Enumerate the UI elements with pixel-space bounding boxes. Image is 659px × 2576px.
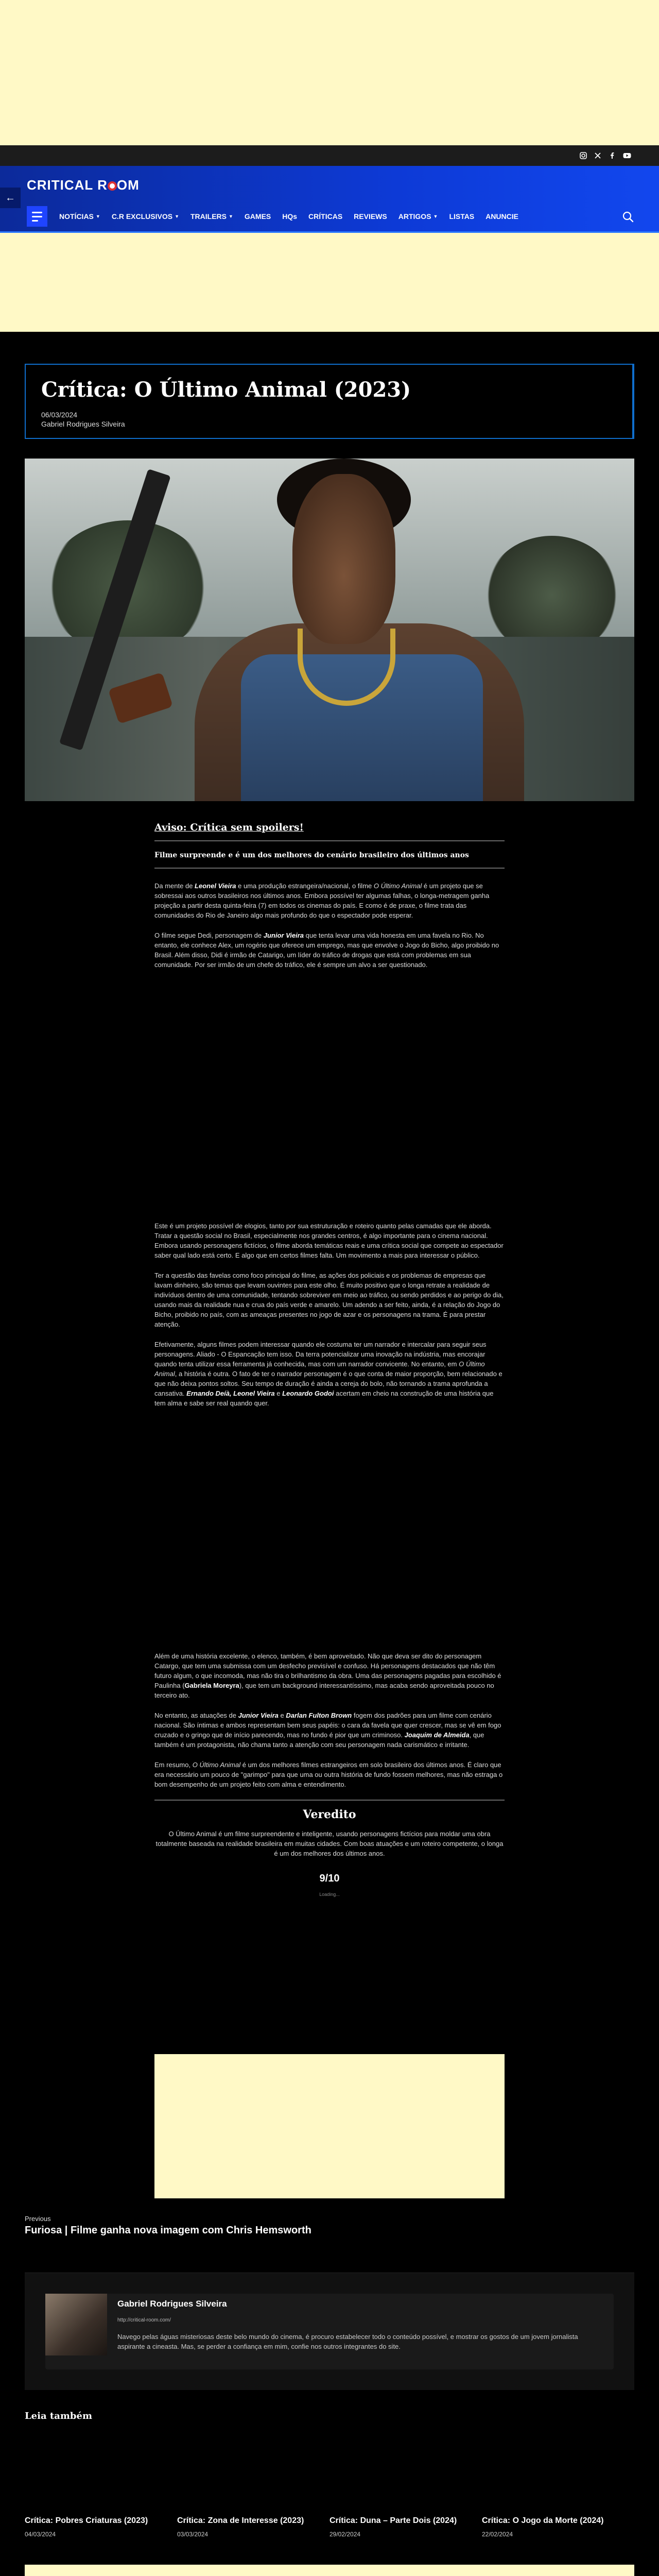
back-arrow-icon[interactable]: ← [0,188,21,208]
chevron-down-icon: ▼ [433,214,438,219]
verdict-section [154,1800,505,1900]
chevron-down-icon: ▼ [175,214,179,219]
author-box [25,2273,634,2390]
in-article-ad-banner[interactable] [154,2054,505,2198]
previous-title[interactable]: Furiosa | Filme ganha nova imagem com Chris Hemsworth [25,2225,311,2236]
youtube-icon[interactable] [623,152,630,159]
avatar[interactable] [45,2294,107,2355]
main-nav [27,206,524,227]
header-ad-banner[interactable] [0,233,659,332]
paragraph-group-b [154,1221,505,1408]
paragraph: Da mente de Leonel Vieira e uma produção estrangeira/nacional, o filme O Último Animal é um projeto que se sobressai aos outros brasileiros nos últimos anos. Embora possível ter algumas falhas, o longa-metragem ganha projeção a partir desta quinta-feira (7) em todos os cinemas do país. E como é de praxe, o filme trata das comunidades do Rio de Janeiro algo mais profundo do que o espectador pode esperar. [154,882,490,919]
nav-item-criticas[interactable]: CRÍTICAS [308,212,343,221]
bottom-ad-banner[interactable] [25,2565,634,2576]
related-heading: Leia também [25,2411,92,2421]
paragraph: Em resumo, O Último Animal é um dos melhores filmes estrangeiros em solo brasileiro dos últimos anos. É claro que era necessário um pouco de "garimpo" para que uma ou outra história de fundo fossem melhores, mas não estraga o bom desempenho de um projeto feito com alma e entendimento. [154,1761,503,1788]
site-logo[interactable]: CRITICAL R OM [27,177,140,193]
nav-item-trailers[interactable]: TRAILERS ▼ [190,212,233,221]
page-title: Crítica: O Último Animal (2023) [41,378,411,402]
article-author[interactable]: Gabriel Rodrigues Silveira [41,420,125,428]
x-icon[interactable] [594,152,601,159]
related-date: 22/02/2024 [482,2531,513,2538]
related-card[interactable] [482,2515,630,2538]
article-body [154,821,505,1900]
related-title[interactable]: Crítica: Duna – Parte Dois (2024) [330,2516,457,2525]
instagram-icon[interactable] [580,152,587,159]
author-name[interactable]: Gabriel Rodrigues Silveira [117,2299,227,2309]
nav-item-games[interactable]: GAMES [244,212,271,221]
related-title[interactable]: Crítica: Pobres Criaturas (2023) [25,2516,148,2525]
related-title[interactable]: Crítica: Zona de Interesse (2023) [177,2516,304,2525]
verdict-score: 9/10 [319,1873,340,1884]
nav-item-cr-exclusivos[interactable]: C.R EXCLUSIVOS ▼ [111,212,179,221]
author-url[interactable]: http://critical-room.com/ [117,2317,171,2323]
paragraph: No entanto, as atuações de Junior Vieira e Darlan Fulton Brown fogem dos padrões para um filme com cenário nacional. São íntimas e ambos representam bem seus papéis: o cara da favela que quer crescer, mas se vê em fogo cruzado e o gringo que de início parecendo, mas no fundo é pior que um criminoso. Joaquim de Almeida, que também é um protagonista, não chama tanto a atenção com seu personagem nada carismático e irritante. [154,1711,501,1749]
article-title-box [25,364,634,439]
nav-item-noticias[interactable]: NOTÍCIAS ▼ [59,212,100,221]
related-date: 04/03/2024 [25,2531,56,2538]
related-card[interactable] [177,2515,325,2538]
top-ad-banner[interactable] [0,0,659,145]
nav-item-hqs[interactable]: HQs [282,212,298,221]
paragraph: Ter a questão das favelas como foco principal do filme, as ações dos policiais e os problemas de empresas que lavam dinheiro, são temas que levam ouvintes para este olho. É muito positivo que o longa retrate a realidade de indivíduos dentro de uma comunidade, tentando sobreviver em meio ao tráfico, ou sendo perdidos e ao perigo do dia, usando mais da realidade nua e crua do país verde e amarelo. Um adendo a ser feito, ainda, é a relação do Jogo do Bicho, proibido no país, com as ameaças presentes no jogo de azar e os personagens na trama. É para prestar atenção. [154,1272,504,1328]
menu-icon[interactable] [27,206,47,227]
spoiler-warning: Aviso: Crítica sem spoilers! [154,821,505,841]
embedded-media-space [154,1418,505,1651]
search-icon[interactable] [622,211,634,223]
author-bio: Navego pelas águas misteriosas deste belo mundo do cinema, é procuro estabelecer todo o conteúdo possível, e mostrar os gostos de um jovem jornalista aspirante a cineasta. Mas, se perder a confiança em mim, confie nos outros integrantes do site. [117,2333,578,2350]
nav-item-anuncie[interactable]: ANUNCIE [485,212,518,221]
related-card[interactable] [330,2515,478,2538]
paragraph: Efetivamente, alguns filmes podem interessar quando ele costuma ter um narrador e intercalar para seguir seus personagens. Aliado - O Espancação tem isso. Da terra potencializar uma inovação na indústria, mas encorajar quando tenta utilizar essa ferramenta já conhecida, mas com um narrador convicente. No entanto, em O Último Animal, a história é outra. O fato de ter o narrador personagem é o que conta de maior proporção, bem relacionado e que não deixa pontos soltos. Seu tempo de duração é ainda a cereja do bolo, não tornando a trama aprofunda a cansativa. Ernando Deíà, Leonel Vieira e Leonardo Godoi acertam em cheio na construção de uma história que tem alma e sabe ser real quando quer. [154,1341,502,1407]
related-posts [25,2515,634,2538]
previous-label: Previous [25,2215,51,2223]
hero-image [25,459,634,801]
paragraph: O filme segue Dedi, personagem de Junior Vieira que tenta levar uma vida honesta em uma favela no Rio. No entanto, ele conhece Alex, um rogério que oferece um emprego, mas que envolve o Jogo do Bicho, algo proibido no Brasil. Além disso, Didi é irmão de Catarigo, um líder do tráfico de drogas que está com problemas em sua comunidade. Por ser irmão de um chefe do tráfico, ele é sempre um alvo a ser questionado. [154,931,499,969]
paragraph-group-c [154,1651,505,1789]
related-title[interactable]: Crítica: O Jogo da Morte (2024) [482,2516,604,2525]
chevron-down-icon: ▼ [95,214,100,219]
related-date: 29/02/2024 [330,2531,361,2538]
related-date: 03/03/2024 [177,2531,209,2538]
verdict-title: Veredito [303,1808,356,1821]
paragraph: Além de uma história excelente, o elenco, também, é bem aproveitado. Não que deva ser dito do personagem Catargo, que tem uma submissa com um desfecho previsível e confuso. Há personagens destacados que não têm futuro algum, o que incomoda, mas não tira o brilhantismo da obra. Uma das personagens pagadas para escolhido é Paulinha (Gabriela Moreyra), que tem um background interessantíssimo, mas acaba sendo aproveitada pouco no terceiro ato. [154,1652,501,1699]
top-social-bar [0,145,659,166]
site-header [0,166,659,233]
verdict-text: O Último Animal é um filme surpreendente e inteligente, usando personagens fictícios para moldar uma obra totalmente baseada na realidade brasileira em muitas cidades. Com boas atuações e um roteiro competente, o longa é um dos melhores dos últimos anos. [155,1830,504,1857]
loading-text: Loading... [319,1892,340,1897]
paragraph-group-a [154,881,505,970]
nav-item-listas[interactable]: LISTAS [449,212,475,221]
nav-item-reviews[interactable]: REVIEWS [354,212,387,221]
embedded-media-space [154,980,505,1221]
previous-post-link[interactable] [25,2215,634,2236]
related-card[interactable] [25,2515,173,2538]
chevron-down-icon: ▼ [228,214,233,219]
article-date: 06/03/2024 [41,411,78,419]
nav-item-artigos[interactable]: ARTIGOS ▼ [398,212,438,221]
article-subtitle: Filme surpreende e é um dos melhores do cenário brasileiro dos últimos anos [154,841,505,869]
paragraph: Este é um projeto possível de elogios, tanto por sua estruturação e roteiro quanto pelas camadas que ele aborda. Tratar a questão social no Brasil, especialmente nos grandes centros, é algo importante para o cinema nacional. Embora usando personagens fictícios, o filme aborda temáticas reais e uma crítica social que compete ao espectador saber qual lado está certo. E algo que em certos filmes falta. Um movimento a mais para interessar o público. [154,1222,504,1259]
facebook-icon[interactable] [609,152,616,159]
